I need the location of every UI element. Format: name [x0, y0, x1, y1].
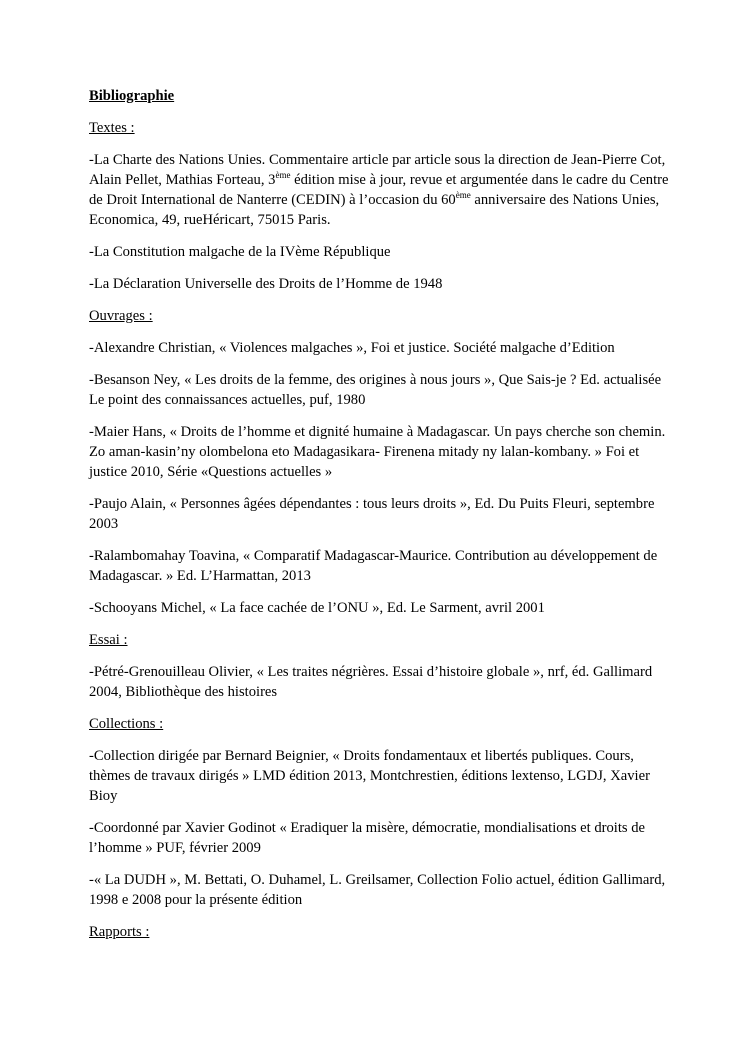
bibliography-title: Bibliographie: [89, 88, 175, 104]
section-heading-textes: Textes :: [89, 120, 135, 136]
entry-text: édition mise à jour, revue et argumentée dans le cadre du Centre de Droit International de Nanterre (CEDIN) à l’occasion du 60: [89, 172, 669, 208]
bibliography-entry: -Besanson Ney, « Les droits de la femme, des origines à nous jours », Que Sais-je ? Ed. actualisée Le point des connaissances actuelles, puf, 1980: [89, 372, 662, 408]
section-heading-collections: Collections :: [89, 716, 164, 732]
bibliography-entry: -Ralambomahay Toavina, « Comparatif Madagascar-Maurice. Contribution au développement de Madagascar. » Ed. L’Harmattan, 2013: [89, 548, 658, 584]
section-heading-essai: Essai :: [89, 632, 128, 648]
superscript: ème: [455, 190, 471, 200]
bibliography-entry: -Paujo Alain, « Personnes âgées dépendantes : tous leurs droits », Ed. Du Puits Fleuri, septembre 2003: [89, 496, 655, 532]
bibliography-entry: -Alexandre Christian, « Violences malgaches », Foi et justice. Société malgache d’Edition: [89, 340, 615, 356]
bibliography-entry-charte: [89, 150, 669, 230]
bibliography-entry: -Maier Hans, « Droits de l’homme et dignité humaine à Madagascar. Un pays cherche son chemin. Zo aman-kasin’ny olombelona eto Madagasikara- Firenena mitady ny lalan-kombany. » Foi et justice 2010, Série «Questions actuelles »: [89, 424, 666, 480]
section-heading-ouvrages: Ouvrages :: [89, 308, 153, 324]
entry-text: anniversaire des Nations Unies, Economica, 49, rueHéricart, 75015 Paris.: [89, 192, 660, 228]
bibliography-entry: -La Constitution malgache de la IVème République: [89, 244, 391, 260]
bibliography-entry: -Schooyans Michel, « La face cachée de l’ONU », Ed. Le Sarment, avril 2001: [89, 600, 545, 616]
bibliography-entry: -Coordonné par Xavier Godinot « Eradiquer la misère, démocratie, mondialisations et droits de l’homme » PUF, février 2009: [89, 820, 646, 856]
bibliography-entry: -Pétré-Grenouilleau Olivier, « Les traites négrières. Essai d’histoire globale », nrf, éd. Gallimard 2004, Bibliothèque des histoires: [89, 664, 653, 700]
bibliography-page: [89, 86, 669, 954]
superscript: ème: [275, 170, 291, 180]
bibliography-entry: -La Déclaration Universelle des Droits de l’Homme de 1948: [89, 276, 443, 292]
bibliography-entry: -Collection dirigée par Bernard Beignier, « Droits fondamentaux et libertés publiques. Cours, thèmes de travaux dirigés » LMD édition 2013, Montchrestien, éditions lextenso, LGDJ, Xavier Bioy: [89, 748, 650, 804]
bibliography-entry: -« La DUDH », M. Bettati, O. Duhamel, L. Greilsamer, Collection Folio actuel, édition Gallimard, 1998 e 2008 pour la présente édition: [89, 872, 666, 908]
section-heading-rapports: Rapports :: [89, 924, 150, 940]
entry-text: -La Charte des Nations Unies. Commentaire article par article sous la direction de Jean-Pierre Cot, Alain Pellet, Mathias Forteau, 3: [89, 152, 666, 188]
